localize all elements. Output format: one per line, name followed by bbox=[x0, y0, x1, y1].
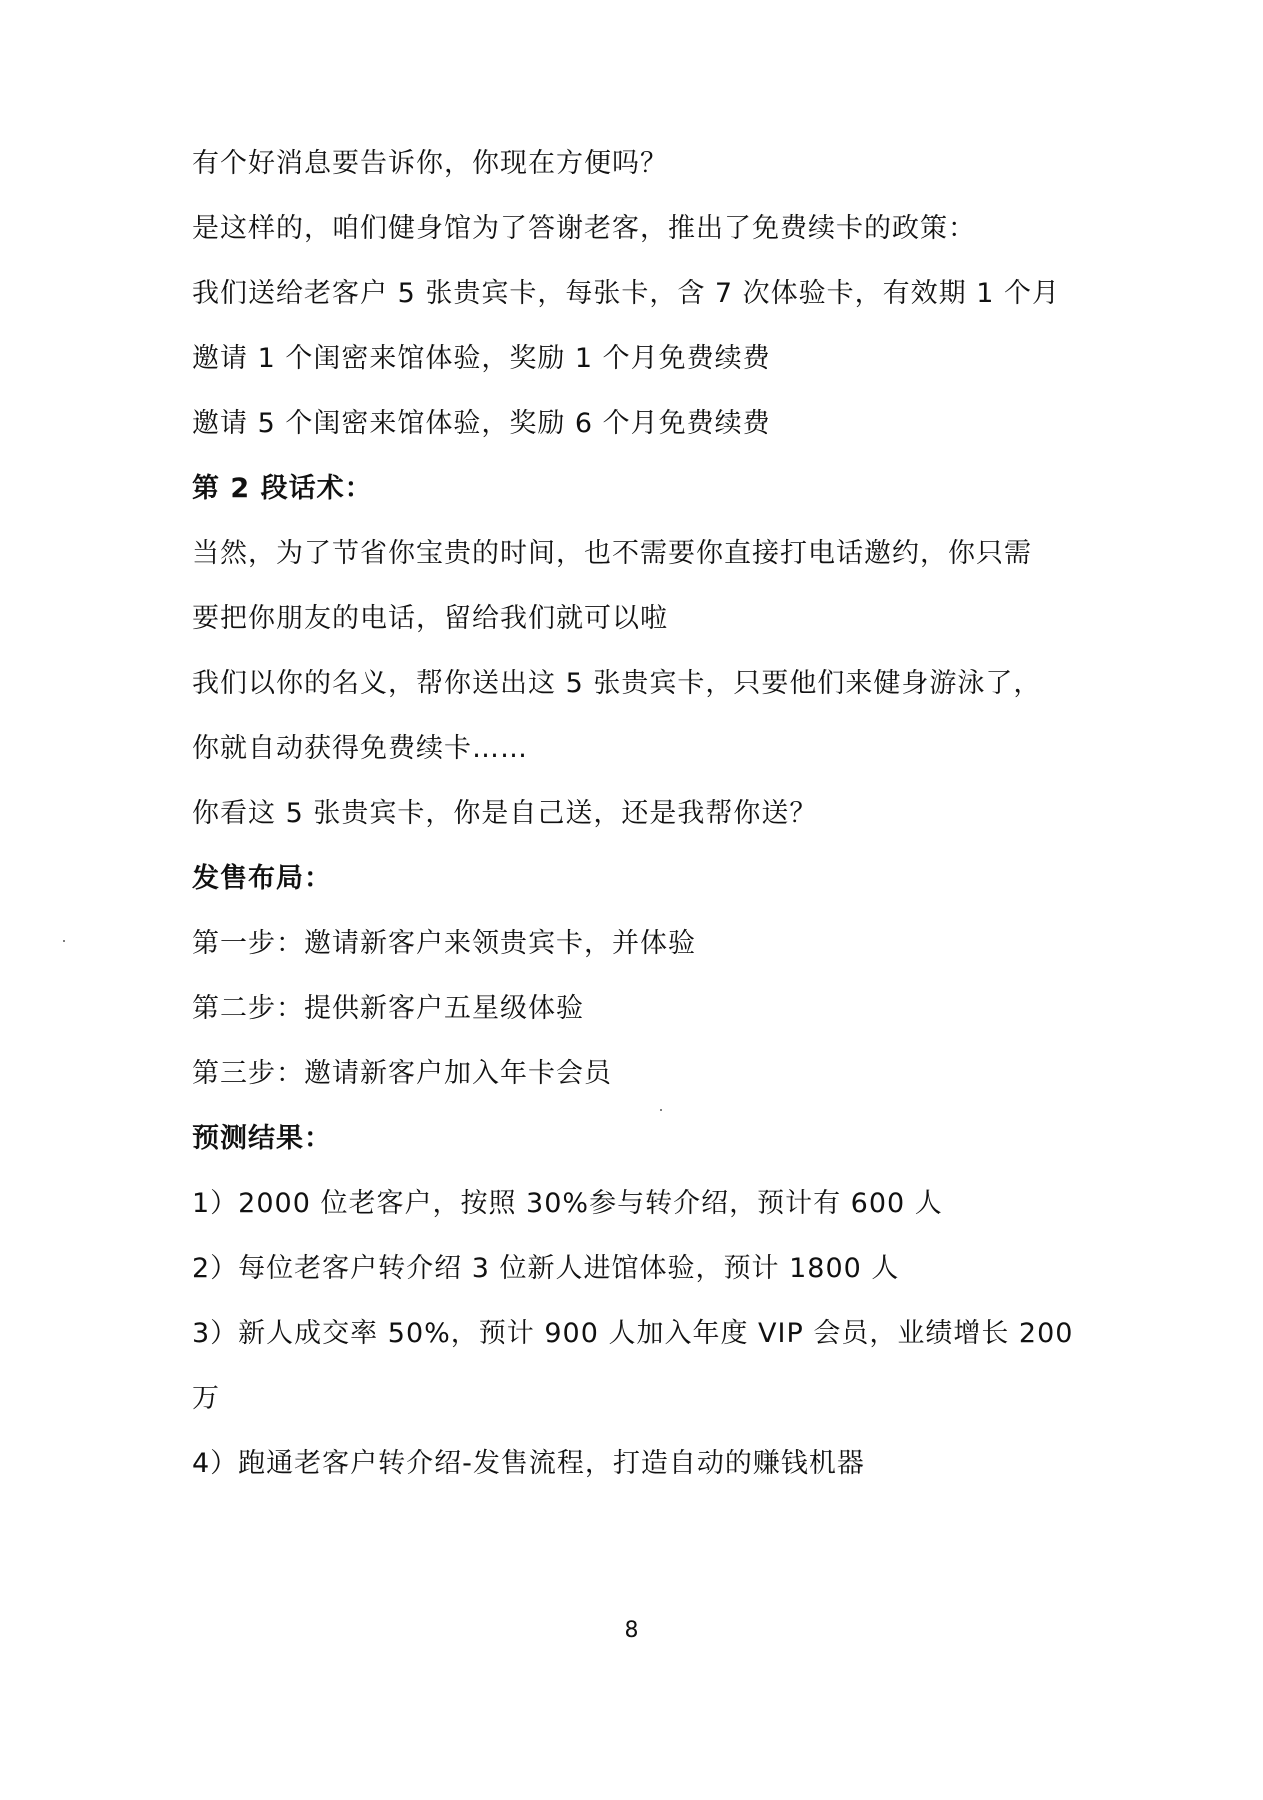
script-line: 当然，为了节省你宝贵的时间，也不需要你直接打电话邀约，你只需 bbox=[192, 538, 1032, 569]
launch-step: 第二步：提供新客户五星级体验 bbox=[192, 993, 584, 1024]
launch-step: 第三步：邀请新客户加入年卡会员 bbox=[192, 1058, 612, 1089]
forecast-item: 2）每位老客户转介绍 3 位新人进馆体验，预计 1800 人 bbox=[192, 1253, 900, 1284]
section-heading-forecast: 预测结果： bbox=[192, 1123, 332, 1154]
script-line: 要把你朋友的电话，留给我们就可以啦 bbox=[192, 603, 668, 634]
script-line: 我们以你的名义，帮你送出这 5 张贵宾卡，只要他们来健身游泳了， bbox=[192, 668, 1042, 699]
forecast-item: 4）跑通老客户转介绍-发售流程，打造自动的赚钱机器 bbox=[192, 1448, 865, 1479]
intro-line: 邀请 1 个闺密来馆体验，奖励 1 个月免费续费 bbox=[192, 343, 771, 374]
intro-line: 是这样的，咱们健身馆为了答谢老客，推出了免费续卡的政策： bbox=[192, 213, 976, 244]
forecast-item-continuation: 万 bbox=[192, 1383, 220, 1414]
section-heading-launch-layout: 发售布局： bbox=[192, 863, 332, 894]
page-number: 8 bbox=[624, 1618, 639, 1643]
intro-line: 邀请 5 个闺密来馆体验，奖励 6 个月免费续费 bbox=[192, 408, 771, 439]
intro-line: 我们送给老客户 5 张贵宾卡，每张卡，含 7 次体验卡，有效期 1 个月 bbox=[192, 278, 1061, 309]
section-heading-script-2: 第 2 段话术： bbox=[192, 473, 373, 504]
intro-line: 有个好消息要告诉你，你现在方便吗？ bbox=[192, 148, 668, 179]
forecast-item: 3）新人成交率 50%，预计 900 人加入年度 VIP 会员，业绩增长 200 bbox=[192, 1318, 1074, 1349]
forecast-item: 1）2000 位老客户，按照 30%参与转介绍，预计有 600 人 bbox=[192, 1188, 943, 1219]
script-line: 你就自动获得免费续卡…… bbox=[192, 733, 528, 764]
scan-speck bbox=[63, 940, 65, 942]
scan-speck bbox=[660, 1109, 662, 1111]
launch-step: 第一步：邀请新客户来领贵宾卡，并体验 bbox=[192, 928, 696, 959]
script-line: 你看这 5 张贵宾卡，你是自己送，还是我帮你送？ bbox=[192, 798, 818, 829]
